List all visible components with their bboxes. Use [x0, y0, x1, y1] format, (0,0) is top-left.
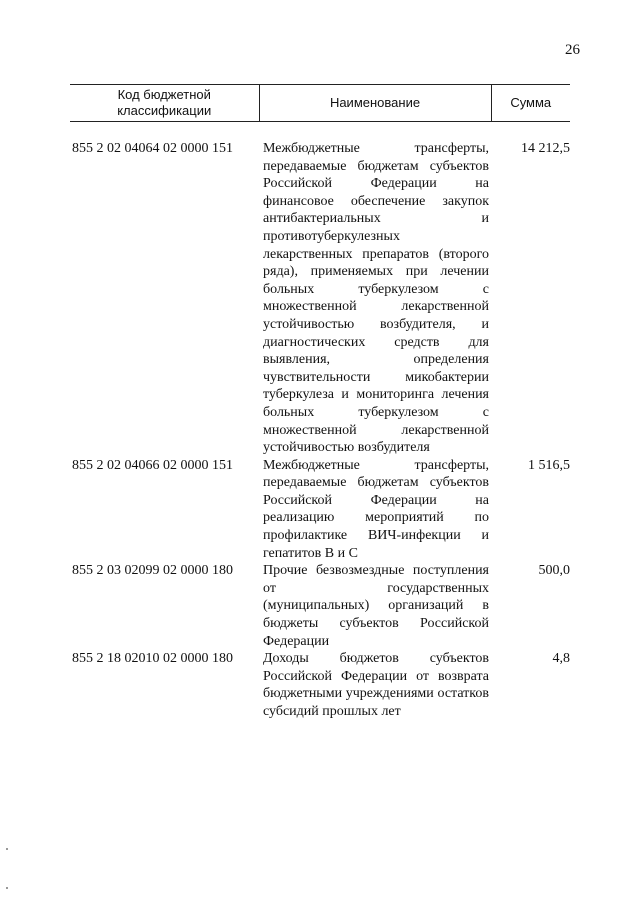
- spacer-row: [70, 122, 570, 141]
- header-code: Код бюджетной классификации: [70, 85, 259, 122]
- header-sum: Сумма: [491, 85, 570, 122]
- table-row: [70, 650, 570, 720]
- row-name: Межбюджетные трансферты, передаваемые бюджетам субъектов Российской Федерации на реализацию мероприятий по профилактике ВИЧ-инфекции и гепатитов В и С: [263, 457, 489, 561]
- table-row: [70, 457, 570, 563]
- table-row: [70, 140, 570, 457]
- table-row: [70, 562, 570, 650]
- budget-table: [70, 84, 570, 721]
- row-code: 855 2 03 02099 02 0000 180: [72, 563, 233, 579]
- row-name: Межбюджетные трансферты, передаваемые бюджетам субъектов Российской Федерации на финансовое обеспечение закупок антибактериальных и противотуберкулезных лекарственных препаратов (второго ряда), применяемых при лечении больных туберкулезом с множественной лекарственной устойчивостью возбудителя, и диагностических средств для выявления, определения чувствительности микобактерии туберкулеза и мониторинга лечения больных туберкулезом с множественной лекарственной устойчивостью возбудителя: [263, 141, 489, 456]
- row-code: 855 2 02 04066 02 0000 151: [72, 457, 233, 473]
- table-header-row: [70, 85, 570, 122]
- row-code: 855 2 18 02010 02 0000 180: [72, 651, 233, 667]
- row-name: Прочие безвозмездные поступления от государственных (муниципальных) организаций в бюджеты субъектов Российской Федерации: [263, 563, 489, 649]
- row-sum: 500,0: [538, 563, 570, 579]
- page-number: 26: [565, 42, 580, 58]
- row-code: 855 2 02 04064 02 0000 151: [72, 141, 233, 156]
- row-sum: 14 212,5: [521, 141, 570, 156]
- header-name: Наименование: [259, 85, 491, 122]
- row-name: Доходы бюджетов субъектов Российской Федерации от возврата бюджетными учреждениями остатков субсидий прошлых лет: [263, 651, 489, 719]
- row-sum: 1 516,5: [528, 457, 570, 473]
- scan-speck: [6, 887, 8, 889]
- scan-speck: [6, 848, 8, 850]
- row-sum: 4,8: [552, 651, 570, 667]
